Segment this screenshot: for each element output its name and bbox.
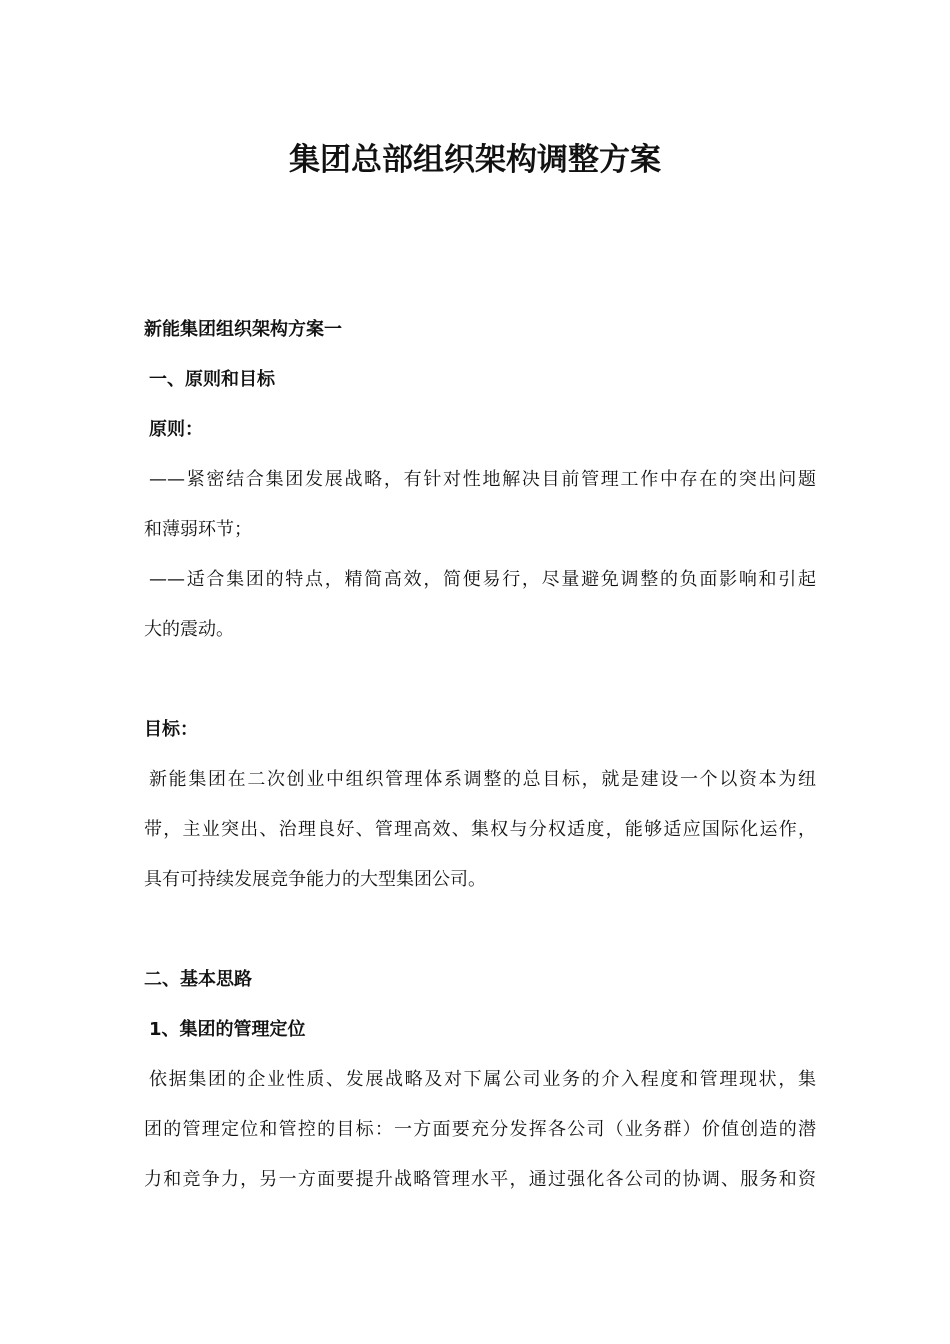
principle-1-line-2: 和薄弱环节； [144,519,252,540]
goal-line-3: 具有可持续发展竞争能力的大型集团公司。 [144,869,486,890]
body-line-1: 依据集团的企业性质、发展战略及对下属公司业务的介入程度和管理现状，集 [149,1069,816,1090]
body-line-3: 力和竞争力，另一方面要提升战略管理水平，通过强化各公司的协调、服务和资 [144,1169,816,1190]
goals-label: 目标： [144,719,198,740]
goal-line-1: 新能集团在二次创业中组织管理体系调整的总目标，就是建设一个以资本为纽 [149,769,816,790]
paragraph-gap [144,655,816,705]
section-title: 新能集团组织架构方案一 [144,319,342,340]
principle-2-line-2: 大的震动。 [144,619,234,640]
principle-2-line-1: ——适合集团的特点，精简高效，简便易行，尽量避免调整的负面影响和引起 [149,569,816,590]
principle-1-line-1: ——紧密结合集团发展战略，有针对性地解决目前管理工作中存在的突出问题 [149,469,816,490]
subheading-management-positioning: 1、集团的管理定位 [149,1019,306,1040]
heading-principles-and-goals: 一、原则和目标 [149,369,275,390]
paragraph-gap-2 [144,905,816,955]
document-body [144,305,816,1205]
body-line-2: 团的管理定位和管控的目标：一方面要充分发挥各公司（业务群）价值创造的潜 [144,1119,816,1140]
heading-basic-approach: 二、基本思路 [144,969,252,990]
goal-line-2: 带，主业突出、治理良好、管理高效、集权与分权适度，能够适应国际化运作， [144,819,816,840]
principles-label: 原则： [149,419,203,440]
document-title: 集团总部组织架构调整方案 [289,142,661,178]
